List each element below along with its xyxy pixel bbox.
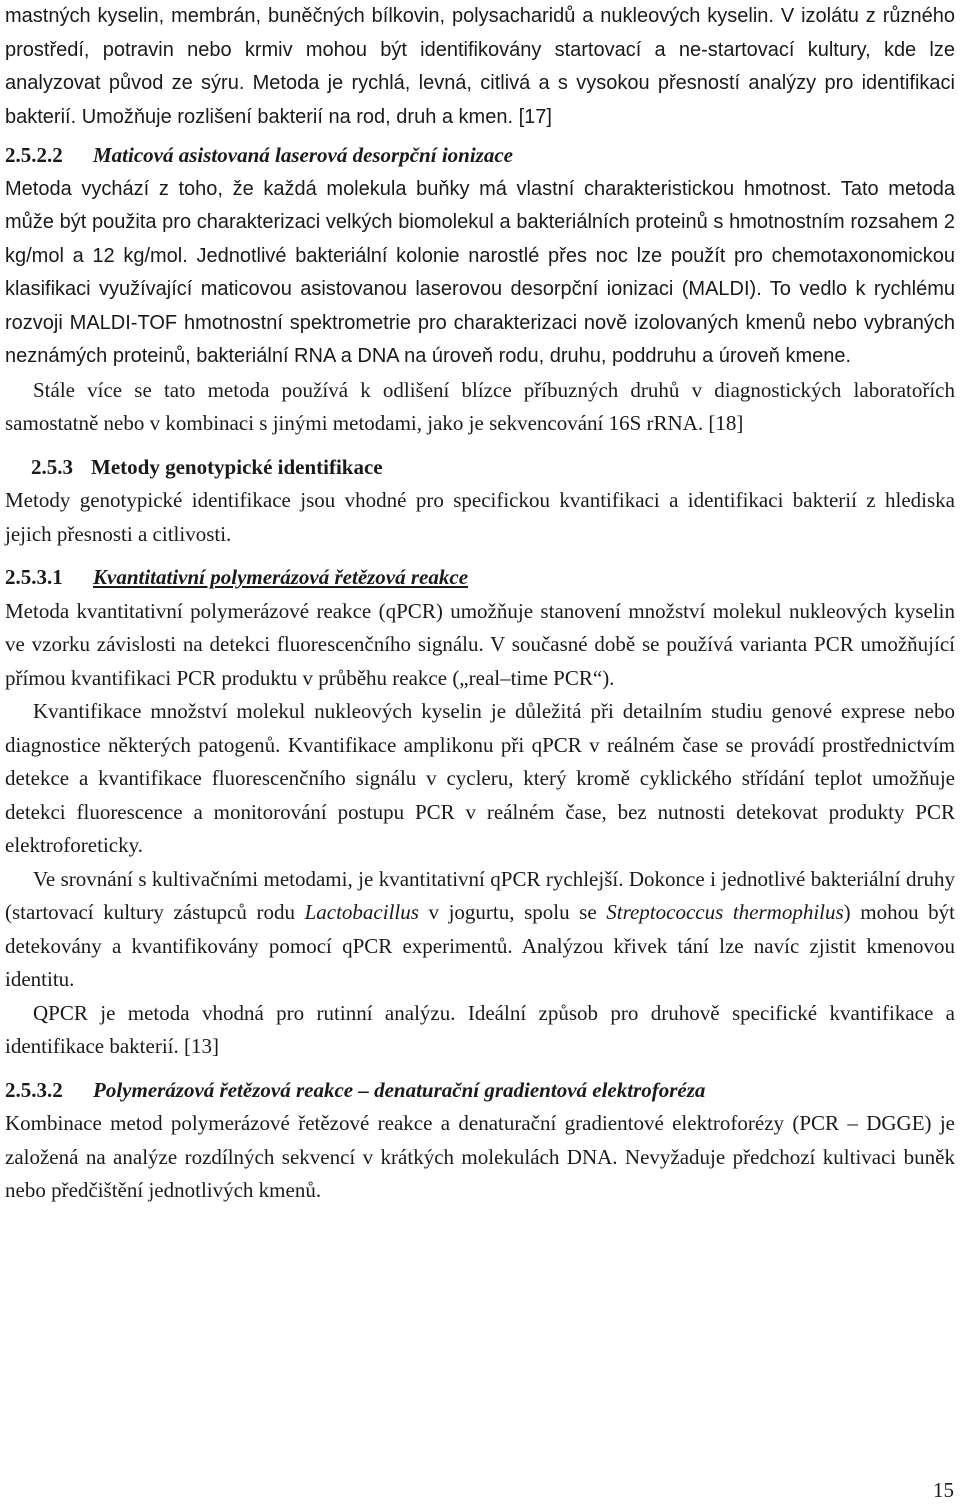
species-name: Streptococcus thermophilus xyxy=(606,900,844,924)
paragraph-qpcr-4: QPCR je metoda vhodná pro rutinní analýzu. Ideální způsob pro druhově specifické kvantifikace a identifikace bakterií. [13] xyxy=(5,1000,955,1058)
section-title: Kvantitativní polymerázová řetězová reakce xyxy=(93,565,469,589)
section-number: 2.5.3.1 xyxy=(5,565,63,589)
section-title: Maticová asistovaná laserová desorpční ionizace xyxy=(93,143,513,167)
paragraph-maldi-2: Stále více se tato metoda používá k odlišení blízce příbuzných druhů v diagnostických laboratořích samostatně nebo v kombinaci s jinými metodami, jako je sekvencování 16S rRNA. [18] xyxy=(5,377,955,435)
section-number: 2.5.3 xyxy=(31,454,73,479)
paragraph-maldi-1: Metoda vychází z toho, že každá molekula buňky má vlastní charakteristickou hmotnost. Tato metoda může být použita pro charakterizaci velkých biomolekul a bakteriálních proteinů s hmotnostním rozsahem 2 kg/mol a 12 kg/mol. Jednotlivé bakteriální kolonie narostlé přes noc lze použít pro chemotaxonomickou klasifikaci využívající maticovou asistovanou laserovou desorpční ionizaci (MALDI). To vedlo k rychlému rozvoji MALDI-TOF hmotnostní spektrometrie pro charakterizaci nově izolovaných kmenů nebo vybraných neznámých proteinů, bakteriální RNA a DNA na úroveň rodu, druhu, poddruhu a úroveň kmene. xyxy=(5,177,955,367)
section-heading-2-5-3-2 xyxy=(5,1074,955,1108)
intro-paragraph: mastných kyselin, membrán, buněčných bílkovin, polysacharidů a nukleových kyselin. V izolátu z různého prostředí, potravin nebo krmiv mohou být identifikovány startovací a ne-startovací kultury, kde lze analyzovat původ ze sýru. Metoda je rychlá, levná, citlivá a s vysokou přesností analýzy pro identifikaci bakterií. Umožňuje rozlišení bakterií na rod, druh a kmen. [17] xyxy=(5,5,955,128)
paragraph-pcr-dgge: Kombinace metod polymerázové řetězové reakce a denaturační gradientové elektroforézy (PCR – DGGE) je založená na analýze rozdílných sekvencí v krátkých molekulách DNA. Nevyžaduje předchozí kultivaci buněk nebo předčištění jednotlivých kmenů. xyxy=(5,1111,955,1202)
section-number: 2.5.3.2 xyxy=(5,1077,63,1102)
section-heading-2-5-2-2 xyxy=(5,139,955,173)
section-title: Metody genotypické identifikace xyxy=(91,454,383,479)
paragraph-genotypic: Metody genotypické identifikace jsou vhodné pro specifickou kvantifikaci a identifikaci bakterií z hlediska jejich přesnosti a citlivosti. xyxy=(5,488,955,546)
document-page xyxy=(5,0,955,1208)
section-heading-2-5-3-1 xyxy=(5,561,955,595)
section-heading-2-5-3 xyxy=(5,451,955,485)
text-run: Ve srovnání s kultivačními metodami, je kvantitativní qPCR rychlejší. Dokonce i jednotlivé bakteriální druhy (startovací kultury zástupců rodu xyxy=(5,866,955,924)
text-run: ) mohou být detekovány a kvantifikovány pomocí qPCR experimentů. Analýzou křivek tání lze navíc zjistit kmenovou identitu. xyxy=(5,900,955,991)
paragraph-qpcr-3 xyxy=(5,863,955,997)
paragraph-qpcr-1: Metoda kvantitativní polymerázové reakce (qPCR) umožňuje stanovení množství molekul nukleových kyselin ve vzorku závislosti na detekci fluorescenčního signálu. V současné době se používá varianta PCR umožňující přímou kvantifikaci PCR produktu v průběhu reakce („real–time PCR“). xyxy=(5,598,955,690)
text-run: v jogurtu, spolu se xyxy=(418,900,607,924)
section-number: 2.5.2.2 xyxy=(5,143,63,167)
genus-name: Lactobacillus xyxy=(304,900,419,924)
paragraph-qpcr-2: Kvantifikace množství molekul nukleových kyselin je důležitá při detailním studiu genové exprese nebo diagnostice některých patogenů. Kvantifikace amplikonu při qPCR v reálném čase se provádí prostřednictvím detekce a kvantifikace fluorescenčního signálu v cycleru, který kromě cyklického střídání teplot umožňuje detekci fluorescence a monitorování postupu PCR v reálném čase, bez nutnosti detekovat produkty PCR elektroforeticky. xyxy=(5,699,955,857)
section-title: Polymerázová řetězová reakce – denaturační gradientová elektroforéza xyxy=(93,1077,706,1102)
page-number: 15 xyxy=(933,1478,954,1502)
